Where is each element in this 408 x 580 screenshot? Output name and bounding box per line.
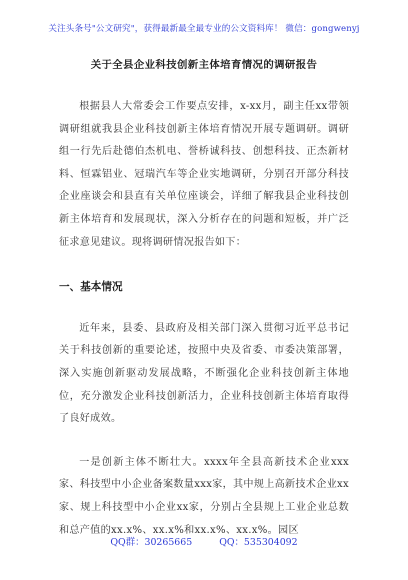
footer-contacts xyxy=(0,534,408,548)
document-title: 关于全县企业科技创新主体培育情况的调研报告 xyxy=(90,59,318,71)
document-body xyxy=(59,96,349,542)
footer-qq: QQ：535304092 xyxy=(219,537,298,548)
section-paragraph-1: 近年来，县委、县政府及相关部门深入贯彻习近平总书记关于科技创新的重要论述，按照中央及省委、市委决策部署，深入实施创新驱动发展战略，不断强化企业科技创新主体地位，充分激发企业科技创新活力，企业科技创新主体培育取得了良好成效。 xyxy=(59,322,349,425)
footer-qq-group: QQ群：30265665 xyxy=(110,537,193,548)
section-paragraph-2: 一是创新主体不断壮大。xxxx年全县高新技术企业xxx家、科技型中小企业备案数量xxx家，其中规上高新技术企业xx家、规上科技型中小企业xx家，分别占全县规上工业企业总数和总产值的xx.x%、xx.x%和xx.x%、xx.x%。园区 xyxy=(59,456,349,536)
intro-paragraph: 根据县人大常委会工作要点安排，x-xx月，副主任xx带领调研组就我县企业科技创新主体培育情况开展专题调研。调研组一行先后赴德伯杰机电、誉桥诚科技、创想科技、正杰新材料、恒霖铝业、冠瑞汽车等企业实地调研，分别召开部分科技企业座谈会和县直有关单位座谈会，详细了解我县企业科技创新主体培育和发展现状，深入分析存在的问题和短板，并广泛征求意见建议。现将调研情况报告如下： xyxy=(59,101,349,248)
section-heading-basic-situation: 一、基本情况 xyxy=(59,281,123,294)
header-banner: 关注头条号"公文研究"，获得最新最全最专业的公文资料库！ 微信：gongwenyj xyxy=(48,24,360,34)
